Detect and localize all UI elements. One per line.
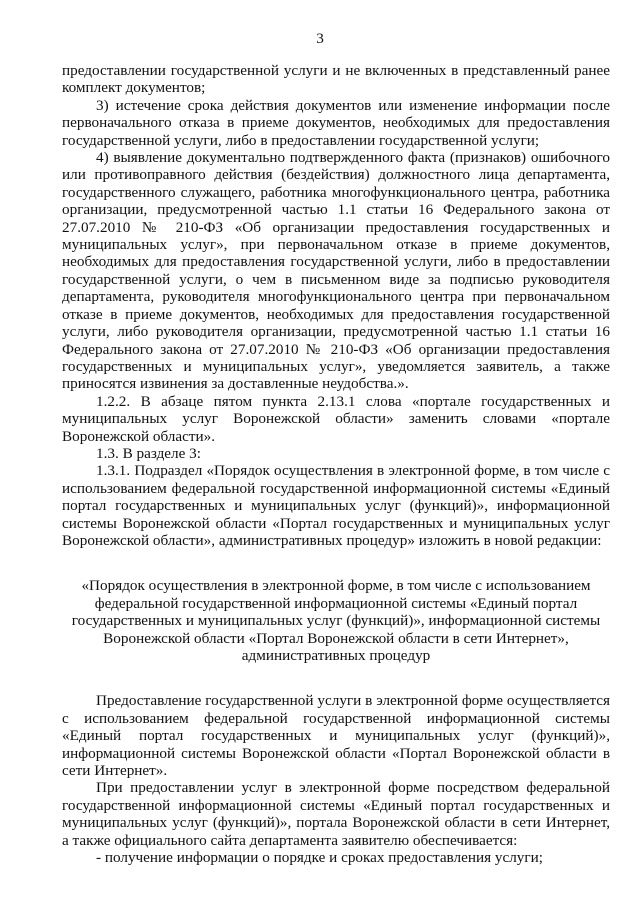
paragraph-item-4: 4) выявление документально подтвержденного факта (признаков) ошибочного или противоправного действия (бездействия) должностного лица департамента, государственного служащего, работника многофункционального центра, работника организации, предусмотренной частью 1.1 статьи 16 Федерального закона от 27.07.2010 № 210-ФЗ «Об организации предоставления государственных и муниципальных услуг», при первоначальном отказе в приеме документов, необходимых для предоставления государственной услуги, либо в предоставлении государственной услуги, о чем в письменном виде за подписью руководителя департамента, руководителя многофункционального центра при первоначальном отказе в приеме документов, необходимых для предоставления государственной услуги, либо руководителя организации, предусмотренной частью 1.1 статьи 16 Федерального закона от 27.07.2010 № 210-ФЗ «Об организации предоставления государственных и муниципальных услуг», уведомляется заявитель, а также приносятся извинения за доставленные неудобства.». xyxy=(62,149,610,393)
heading-line: административных процедур xyxy=(241,647,431,664)
page-number: 3 xyxy=(316,30,324,47)
heading-line: «Порядок осуществления в электронной форме, в том числе с использованием xyxy=(81,577,591,595)
heading-line: федеральной государственной информационной системы «Единый портал xyxy=(94,594,578,612)
document-body xyxy=(62,62,610,866)
list-item: - получение информации о порядке и сроках предоставления услуги; xyxy=(96,849,543,867)
paragraph-1-3: 1.3. В разделе 3: xyxy=(96,444,201,462)
paragraph-1-3-1: 1.3.1. Подраздел «Порядок осуществления в электронной форме, в том числе с использованием федеральной государственной информационной системы «Единый портал государственных и муниципальных услуг (функций)», информационной системы Воронежской области «Портал государственных и муниципальных услуг Воронежской области», административных процедур» изложить в новой редакции: xyxy=(62,462,610,549)
section-heading xyxy=(62,577,610,664)
heading-line: Воронежской области «Портал Воронежской области в сети Интернет», xyxy=(103,629,569,647)
paragraph-item-3: 3) истечение срока действия документов или изменение информации после первоначального отказа в приеме документов, необходимых для предоставления государственной услуги, либо в предоставлении государственной услуги; xyxy=(62,96,610,149)
paragraph-continuation: предоставлении государственной услуги и не включенных в представленный ранее комплект документов; xyxy=(62,62,610,97)
paragraph-provision: При предоставлении услуг в электронной форме посредством федеральной государственной информационной системы «Единый портал государственных и муниципальных услуг (функций)», портала Воронежской области в сети Интернет, а также официального сайта департамента заявителю обеспечивается: xyxy=(62,779,610,849)
paragraph-electronic-form: Предоставление государственной услуги в электронной форме осуществляется с использованием федеральной государственной информационной системы «Единый портал государственных и муниципальных услуг (функций)», информационной системы Воронежской области «Портал Воронежской области в сети Интернет». xyxy=(62,692,610,780)
paragraph-1-2-2: 1.2.2. В абзаце пятом пункта 2.13.1 слова «портале государственных и муниципальных услуг Воронежской области» заменить словами «портале Воронежской области». xyxy=(62,392,610,445)
heading-line: государственных и муниципальных услуг (функций)», информационной системы xyxy=(71,612,601,630)
